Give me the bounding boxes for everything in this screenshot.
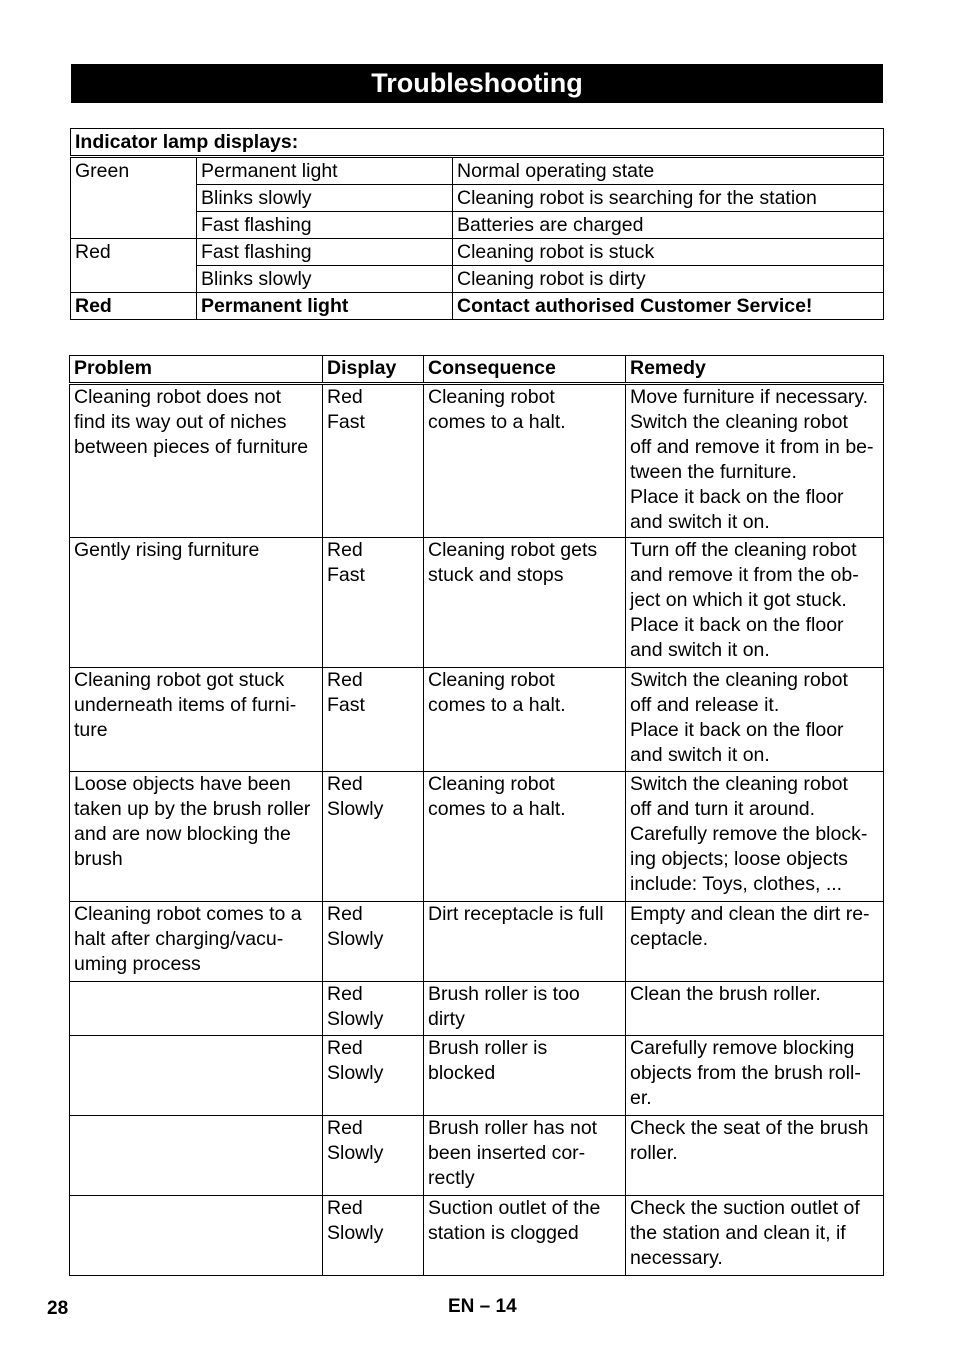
- table-row: [70, 902, 884, 982]
- cell-line: Place it back on the floor: [630, 486, 844, 508]
- display-cell: [323, 1116, 424, 1196]
- display-cell: [323, 772, 424, 902]
- consequence-cell: [424, 1196, 626, 1276]
- indicator-color: Green: [71, 157, 197, 185]
- consequence-cell: [424, 902, 626, 982]
- cell-line: Slowly: [327, 1008, 384, 1030]
- remedy-cell: [626, 1196, 884, 1276]
- cell-line: Brush roller is: [428, 1037, 548, 1059]
- cell-line: Cleaning robot does not: [74, 386, 282, 408]
- problem-cell: [70, 668, 323, 772]
- cell-line: ceptacle.: [630, 928, 709, 950]
- display-cell: [323, 384, 424, 538]
- cell-line: Check the suction outlet of: [630, 1197, 860, 1219]
- cell-line: ture: [74, 719, 108, 741]
- indicator-header: Indicator lamp displays:: [71, 129, 884, 157]
- remedy-cell: [626, 384, 884, 538]
- cell-line: Fast: [327, 694, 365, 716]
- cell-line: Switch the cleaning robot: [630, 411, 848, 433]
- cell-line: include: Toys, clothes, ...: [630, 873, 843, 895]
- indicator-header-row: [71, 129, 884, 157]
- indicator-signal: Fast flashing: [197, 239, 453, 266]
- cell-line: been inserted cor-: [428, 1142, 586, 1164]
- remedy-cell: [626, 982, 884, 1036]
- cell-line: Place it back on the floor: [630, 719, 844, 741]
- problem-cell: [70, 1116, 323, 1196]
- cell-line: Suction outlet of the: [428, 1197, 601, 1219]
- cell-line: necessary.: [630, 1247, 723, 1269]
- cell-line: Brush roller has not: [428, 1117, 598, 1139]
- cell-line: find its way out of niches: [74, 411, 287, 433]
- cell-line: halt after charging/vacu-: [74, 928, 284, 950]
- cell-line: Switch the cleaning robot: [630, 669, 848, 691]
- cell-line: Slowly: [327, 1222, 384, 1244]
- indicator-row: [71, 157, 884, 185]
- consequence-cell: [424, 384, 626, 538]
- cell-line: Fast: [327, 564, 365, 586]
- column-header-problem: Problem: [70, 356, 323, 384]
- table-row: [70, 1116, 884, 1196]
- column-header-consequence: Consequence: [424, 356, 626, 384]
- indicator-signal: Blinks slowly: [197, 185, 453, 212]
- cell-line: and switch it on.: [630, 639, 770, 661]
- cell-line: taken up by the brush roller: [74, 798, 311, 820]
- remedy-cell: [626, 772, 884, 902]
- cell-line: Cleaning robot comes to a: [74, 903, 302, 925]
- page-number: 28: [47, 1298, 69, 1319]
- problem-cell: [70, 902, 323, 982]
- cell-line: roller.: [630, 1142, 678, 1164]
- display-cell: [323, 1196, 424, 1276]
- cell-line: rectly: [428, 1167, 475, 1189]
- cell-line: Cleaning robot: [428, 386, 555, 408]
- consequence-cell: [424, 1116, 626, 1196]
- cell-line: Cleaning robot got stuck: [74, 669, 285, 691]
- problem-cell: [70, 982, 323, 1036]
- remedy-cell: [626, 1036, 884, 1116]
- cell-line: the station and clean it, if: [630, 1222, 846, 1244]
- cell-line: off and release it.: [630, 694, 780, 716]
- indicator-row: [71, 239, 884, 266]
- cell-line: Red: [327, 903, 363, 925]
- cell-line: blocked: [428, 1062, 496, 1084]
- cell-line: off and turn it around.: [630, 798, 816, 820]
- cell-line: underneath items of furni-: [74, 694, 297, 716]
- cell-line: and switch it on.: [630, 744, 770, 766]
- cell-line: Fast: [327, 411, 365, 433]
- cell-line: Red: [327, 1117, 363, 1139]
- cell-line: stuck and stops: [428, 564, 564, 586]
- indicator-meaning: Cleaning robot is searching for the station: [453, 185, 884, 212]
- column-header-display: Display: [323, 356, 424, 384]
- remedy-cell: [626, 668, 884, 772]
- indicator-meaning: Cleaning robot is dirty: [453, 266, 884, 293]
- cell-line: comes to a halt.: [428, 411, 566, 433]
- problem-cell: [70, 772, 323, 902]
- cell-line: Slowly: [327, 798, 384, 820]
- indicator-signal: Permanent light: [197, 157, 453, 185]
- page-title: Troubleshooting: [71, 64, 883, 103]
- table-row: [70, 668, 884, 772]
- indicator-row: [71, 266, 884, 293]
- cell-line: Brush roller is too: [428, 983, 580, 1005]
- cell-line: comes to a halt.: [428, 798, 566, 820]
- cell-line: Carefully remove the block-: [630, 823, 868, 845]
- indicator-meaning: Normal operating state: [453, 157, 884, 185]
- consequence-cell: [424, 982, 626, 1036]
- indicator-color: [71, 212, 197, 239]
- display-cell: [323, 982, 424, 1036]
- section-page-label: EN – 14: [448, 1296, 517, 1317]
- display-cell: [323, 668, 424, 772]
- cell-line: Carefully remove blocking: [630, 1037, 855, 1059]
- problem-cell: [70, 1036, 323, 1116]
- table-row: [70, 772, 884, 902]
- display-cell: [323, 902, 424, 982]
- cell-line: Turn off the cleaning robot: [630, 539, 857, 561]
- cell-line: uming process: [74, 953, 201, 975]
- troubleshooting-table: [69, 355, 884, 1276]
- cell-line: station is clogged: [428, 1222, 579, 1244]
- cell-line: Cleaning robot: [428, 773, 555, 795]
- cell-line: off and remove it from in be-: [630, 436, 874, 458]
- cell-line: Red: [327, 669, 363, 691]
- cell-line: Slowly: [327, 928, 384, 950]
- cell-line: ject on which it got stuck.: [630, 589, 847, 611]
- cell-line: Slowly: [327, 1062, 384, 1084]
- remedy-cell: [626, 902, 884, 982]
- cell-line: Red: [327, 386, 363, 408]
- cell-line: ing objects; loose objects: [630, 848, 848, 870]
- indicator-color: [71, 185, 197, 212]
- cell-line: tween the furniture.: [630, 461, 797, 483]
- cell-line: Empty and clean the dirt re-: [630, 903, 870, 925]
- cell-line: Red: [327, 983, 363, 1005]
- cell-line: objects from the brush roll-: [630, 1062, 861, 1084]
- cell-line: dirty: [428, 1008, 465, 1030]
- indicator-row: [71, 212, 884, 239]
- indicator-color: Red: [71, 293, 197, 320]
- cell-line: comes to a halt.: [428, 694, 566, 716]
- remedy-cell: [626, 1116, 884, 1196]
- indicator-signal: Blinks slowly: [197, 266, 453, 293]
- cell-line: Move furniture if necessary.: [630, 386, 869, 408]
- indicator-signal: Permanent light: [197, 293, 453, 320]
- table-header-row: [70, 356, 884, 384]
- indicator-meaning: Batteries are charged: [453, 212, 884, 239]
- troubleshooting-table-body: [70, 384, 884, 1276]
- display-cell: [323, 1036, 424, 1116]
- cell-line: Loose objects have been: [74, 773, 291, 795]
- cell-line: Red: [327, 773, 363, 795]
- indicator-row: [71, 293, 884, 320]
- problem-cell: [70, 538, 323, 668]
- consequence-cell: [424, 668, 626, 772]
- cell-line: Check the seat of the brush: [630, 1117, 869, 1139]
- indicator-row: [71, 185, 884, 212]
- indicator-lamp-table: [70, 128, 884, 320]
- cell-line: brush: [74, 848, 123, 870]
- cell-line: Place it back on the floor: [630, 614, 844, 636]
- consequence-cell: [424, 772, 626, 902]
- cell-line: Dirt receptacle is full: [428, 903, 604, 925]
- problem-cell: [70, 1196, 323, 1276]
- cell-line: Gently rising furniture: [74, 539, 260, 561]
- cell-line: and switch it on.: [630, 511, 770, 533]
- cell-line: Cleaning robot: [428, 669, 555, 691]
- cell-line: Red: [327, 539, 363, 561]
- problem-cell: [70, 384, 323, 538]
- cell-line: er.: [630, 1087, 652, 1109]
- display-cell: [323, 538, 424, 668]
- column-header-remedy: Remedy: [626, 356, 884, 384]
- cell-line: Red: [327, 1037, 363, 1059]
- cell-line: between pieces of furniture: [74, 436, 309, 458]
- cell-line: Clean the brush roller.: [630, 983, 821, 1005]
- remedy-cell: [626, 538, 884, 668]
- table-row: [70, 982, 884, 1036]
- table-row: [70, 384, 884, 538]
- cell-line: Cleaning robot gets: [428, 539, 598, 561]
- consequence-cell: [424, 1036, 626, 1116]
- consequence-cell: [424, 538, 626, 668]
- indicator-meaning: Contact authorised Customer Service!: [453, 293, 884, 320]
- indicator-color: Red: [71, 239, 197, 266]
- cell-line: Slowly: [327, 1142, 384, 1164]
- table-row: [70, 1036, 884, 1116]
- indicator-color: [71, 266, 197, 293]
- cell-line: Red: [327, 1197, 363, 1219]
- table-row: [70, 538, 884, 668]
- indicator-meaning: Cleaning robot is stuck: [453, 239, 884, 266]
- cell-line: and remove it from the ob-: [630, 564, 859, 586]
- cell-line: and are now blocking the: [74, 823, 291, 845]
- table-row: [70, 1196, 884, 1276]
- cell-line: Switch the cleaning robot: [630, 773, 848, 795]
- indicator-signal: Fast flashing: [197, 212, 453, 239]
